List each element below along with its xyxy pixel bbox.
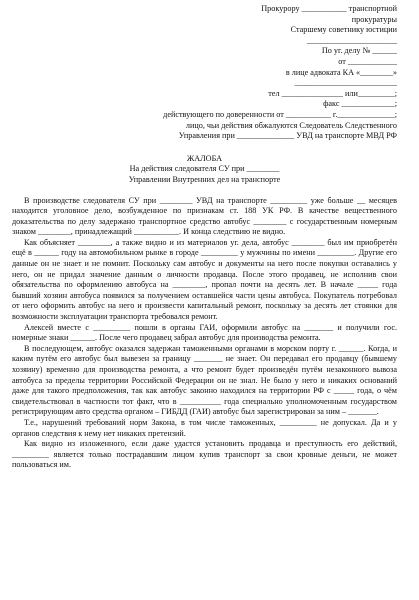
- spacer: [12, 186, 397, 196]
- header-line: По уг. делу № ______: [321, 46, 397, 56]
- header-line: факс _____________;: [323, 99, 397, 109]
- title-line-2: Управлении Внутренних дел на транспорте: [128, 174, 281, 184]
- document-title: [12, 154, 397, 186]
- header-line: тел _______________ или_________;: [268, 88, 397, 98]
- header-line: от ____________: [338, 56, 397, 66]
- title-line-1: На действия следователя СУ при ________: [129, 164, 280, 174]
- header-line: ______________________: [306, 35, 397, 45]
- header-line: прокуратуры: [351, 14, 397, 24]
- addressee-block: [12, 4, 397, 142]
- header-line: Прокурору ___________ транспортной: [261, 4, 397, 13]
- header-line: Старшему советнику юстиции: [290, 25, 397, 35]
- header-line: _________________________: [294, 78, 397, 88]
- body-paragraph: Алексей вместе с _________ пошли в органы ГАИ, оформили автобус на _______ и получили гос. номерные знаки ______. После чего продавец забрал автобус для производства ремонта.: [12, 322, 397, 343]
- header-line: Управления при ______________ УВД на транспорте МВД РФ: [178, 131, 397, 141]
- body-paragraph: Как объясняет ________, а также видно и из материалов уг. дела, автобус ________ был им приобретён ещё в ______ году на автомобильном рынке в городе _________ у мужчины по имени _________. Другие его данные он не знает и не помнит. Поскольку сам автобус и документы на него после покупки оставались у него, он не придал значение данным о личности продавца. После этого продавец, не исполнив свои обязательства по оформлению автобуса на ________, пропал почти на десять лет. В начале _____ года бывший хозяин автобуса появился за получением оставшейся части цены автобуса. Покупатель потребовал от него оформить автобус на него и произвести капитальный ремонт, поскольку за десять лет стоянки для возможности эксплуатации транспорта требовался ремонт.: [12, 237, 397, 322]
- header-line: лицо, чьи действия обжалуются Следователь Следственного: [185, 120, 397, 130]
- header-line: действующего по доверенности от ___________ г.______________;: [163, 109, 397, 119]
- complaint-body: [12, 196, 397, 471]
- body-paragraph: Как видно из изложенного, если даже удастся установить продавца и преступность его действий, _________ является только пострадавшим лицом купив транспорт за свои кровные деньги, не может пользоваться им.: [12, 439, 397, 470]
- body-paragraph: Т.е., нарушений требований норм Закона, в том числе таможенных, _________ не допускал. Да и у органов следствия к нему нет никаких претензий.: [12, 417, 397, 438]
- title-heading: ЖАЛОБА: [186, 153, 223, 163]
- body-paragraph: В производстве следователя СУ при ________ УВД на транспорте _________ уже больше __ месяцев находится уголовное дело, возбужденное по признакам ст. 188 УК РФ. В качестве вещественного доказательства по делу задержано транспортное средство автобус ________ с государственным номерным знаком ________, принадлежащий ___________. И конца следствию не видно.: [12, 195, 397, 237]
- body-paragraph: В последующем, автобус оказался задержан таможенными органами в морском порту г. ______. Когда, и каким путём его автобус был вывезен за границу _______ не знает. Он передавал его продавцу (бывшему хозяину) временно для производства ремонта, а что ремонт будет произведён путём незаконного вывоза автобуса за пределы территории Российской Федерации он не знал. Не было у него и никаких оснований даже для такого предположения, так как автобус законно находился на территории РФ с _____ года, о чём свидетельствовал в частности тот факт, что в __________ года специально уполномоченным государством регистрирующим авто средства органом – ГИБДД (ГАИ) автобус был зарегистрирован за ним – _______.: [12, 343, 397, 417]
- header-line: в лице адвоката КА «________»: [285, 67, 397, 77]
